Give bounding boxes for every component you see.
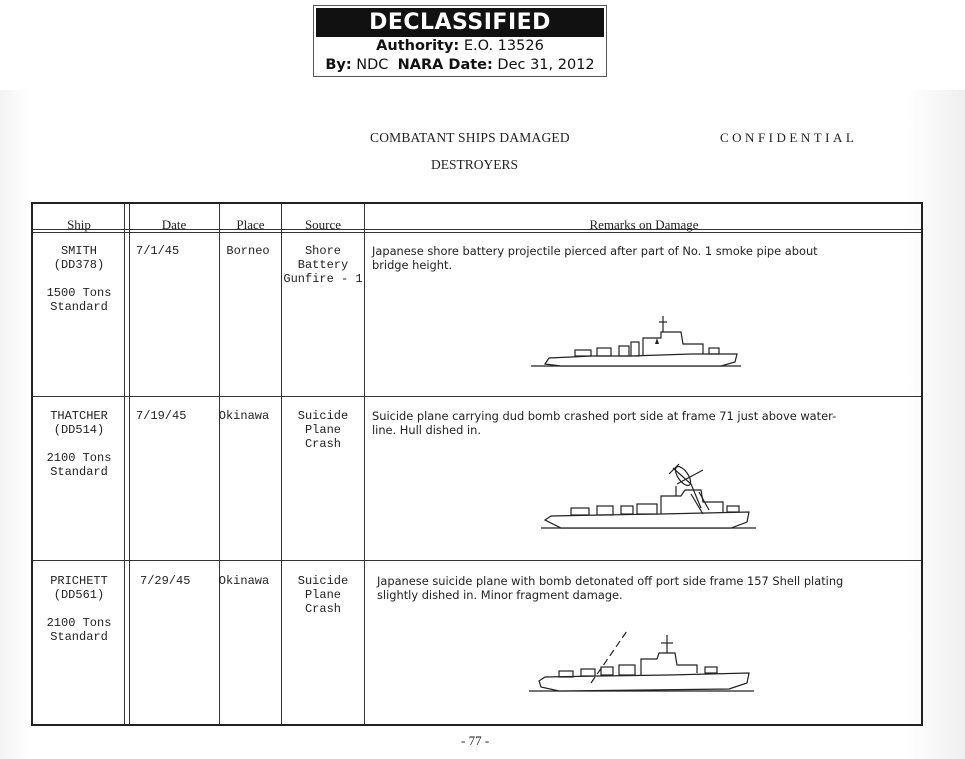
column-header-remarks: Remarks on Damage: [589, 217, 699, 232]
stamp-by-label: By:: [325, 57, 352, 73]
date-cell: 7/19/45: [136, 409, 187, 423]
source-cell: [279, 409, 367, 451]
ship-cell: [33, 409, 125, 479]
column-header-date: Date: [161, 217, 187, 232]
remarks-line: Japanese suicide plane with bomb detonated off port side frame 157 Shell plating: [377, 574, 844, 588]
destroyer-silhouette-prichett: [529, 629, 754, 699]
ship-tonnage-basis: Standard: [50, 630, 108, 644]
remarks-line: slightly dished in. Minor fragment damage.: [377, 588, 623, 602]
destroyer-silhouette-thatcher: [541, 462, 756, 537]
document-title: COMBATANT SHIPS DAMAGED: [370, 130, 570, 145]
source-line: Shore: [304, 244, 341, 258]
place-cell: Okinawa: [218, 574, 270, 588]
source-line: Battery: [297, 258, 349, 272]
hull-number: (DD378): [53, 258, 105, 272]
hull-number: (DD561): [53, 588, 105, 602]
source-line: Gunfire - 1: [283, 272, 363, 286]
remarks-line: line. Hull dished in.: [372, 423, 481, 437]
damage-table: [31, 202, 923, 726]
remarks-line: bridge height.: [372, 258, 453, 272]
remarks-line: Suicide plane carrying dud bomb crashed port side at frame 71 just above water-: [372, 409, 837, 423]
stamp-by-value: NDC: [356, 57, 389, 73]
source-line: Suicide Plane: [297, 574, 349, 602]
stamp-nara-value: Dec 31, 2012: [497, 57, 595, 73]
source-line: Crash: [304, 602, 341, 616]
stamp-authority-value: E.O. 13526: [463, 38, 544, 54]
document-subtitle: DESTROYERS: [431, 157, 519, 172]
stamp-authority-line: [314, 37, 606, 56]
source-line: Crash: [304, 437, 341, 451]
row-divider: [33, 396, 921, 397]
column-header-ship: Ship: [67, 217, 91, 232]
stamp-authority-label: Authority:: [376, 38, 460, 54]
remarks-cell: [377, 574, 912, 602]
source-cell: [279, 244, 367, 286]
remarks-cell: [372, 244, 907, 272]
ship-tonnage: 2100 Tons: [46, 616, 112, 630]
date-cell: 7/1/45: [136, 244, 180, 258]
declassified-stamp: [313, 5, 607, 77]
remarks-line: Japanese shore battery projectile pierced after part of No. 1 smoke pipe about: [372, 244, 818, 258]
place-cell: Borneo: [226, 244, 270, 258]
remarks-cell: [372, 409, 907, 437]
stamp-title: DECLASSIFIED: [316, 8, 604, 37]
column-divider: [219, 204, 220, 724]
ship-cell: [33, 244, 125, 314]
ship-tonnage: 2100 Tons: [46, 451, 112, 465]
ship-tonnage-basis: Standard: [50, 300, 108, 314]
ship-cell: [33, 574, 125, 644]
place-cell: Okinawa: [218, 409, 270, 423]
ship-name: SMITH: [60, 244, 97, 258]
stamp-by-line: [314, 56, 606, 75]
date-cell: 7/29/45: [140, 574, 191, 588]
source-line: Suicide Plane: [297, 409, 349, 437]
ship-name: THATCHER: [50, 409, 108, 423]
ship-name: PRICHETT: [50, 574, 108, 588]
column-header-source: Source: [304, 217, 342, 232]
source-cell: [279, 574, 367, 616]
column-divider: [129, 204, 130, 724]
ship-tonnage: 1500 Tons: [46, 286, 112, 300]
row-divider: [33, 560, 921, 561]
classification-label: CONFIDENTIAL: [720, 130, 858, 145]
destroyer-silhouette-smith: [531, 314, 741, 384]
stamp-nara-label: NARA Date:: [397, 57, 493, 73]
hull-number: (DD514): [53, 423, 105, 437]
column-header-place: Place: [236, 217, 265, 232]
ship-tonnage-basis: Standard: [50, 465, 108, 479]
page-number: - 77 -: [461, 733, 490, 748]
